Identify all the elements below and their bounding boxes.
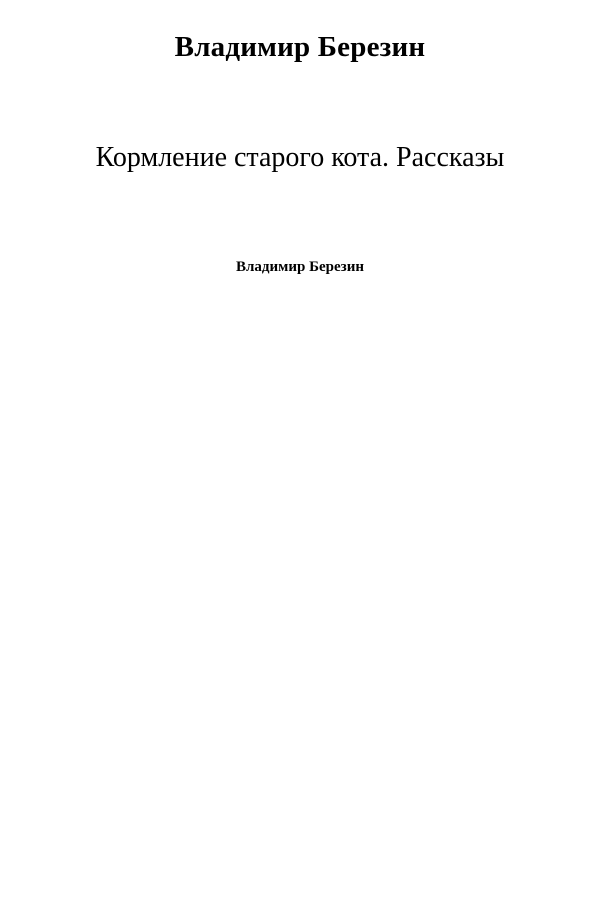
author-heading: Владимир Березин (174, 31, 426, 63)
author-subheading: Владимир Березин (236, 259, 364, 275)
page-title: Кормление старого кота. Рассказы (95, 142, 505, 173)
